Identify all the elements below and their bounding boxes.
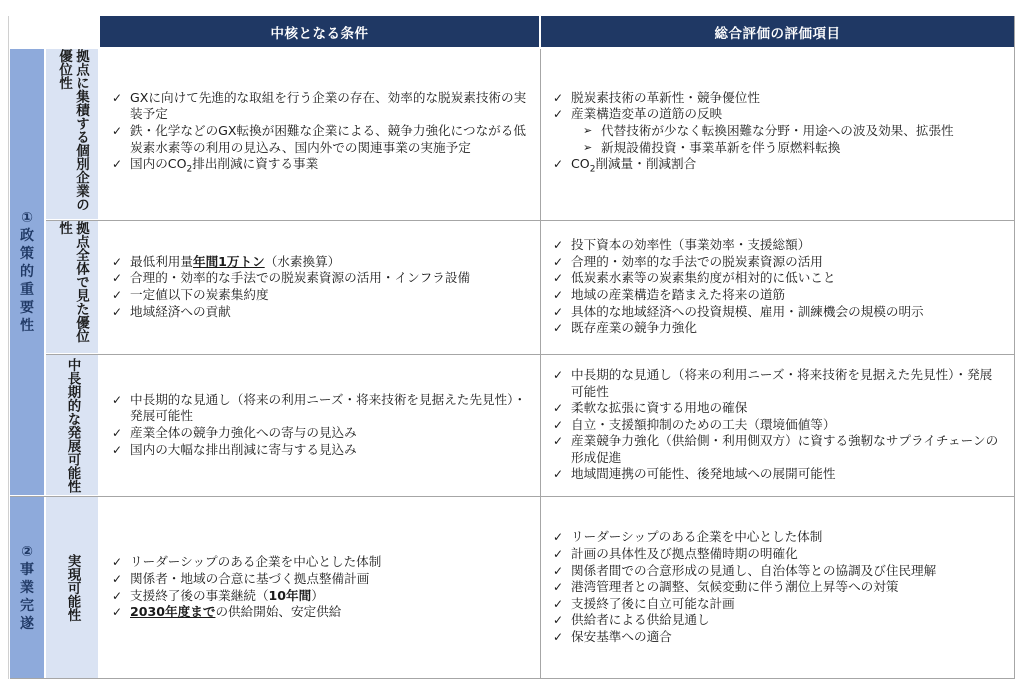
eval-item: ✓ 柔軟な拡張に資する用地の確保 [553,400,1004,417]
conditions-list [112,90,529,178]
row-label-feasibility [46,497,98,678]
eval-item: ✓ 既存産業の競争力強化 [553,320,1004,337]
eval-item: ✓ 計画の具体性及び拠点整備時期の明確化 [553,546,1004,563]
items-cell-row2 [541,221,1014,353]
condition-item: ✓ 国内の$CO_2$排出削減に資する事業 [112,156,529,178]
table-left-border [8,16,9,679]
row-label-text: 拠点全体で見た優位性 [56,221,89,343]
condition-item: ✓ 最低利用量年間1万トン（水素換算） [112,254,529,271]
conditions-cell-row2 [100,221,539,353]
category-project-completion [10,497,44,678]
row-label-individual-advantage [46,49,98,219]
condition-item: ✓ 関係者・地域の合意に基づく拠点整備計画 [112,571,529,588]
items-cell-row1 [541,49,1014,219]
row-label-hub-advantage [46,221,98,353]
category-label: ①政策的重要性 [20,210,34,334]
eval-item: ✓ 中長期的な見通し（将来の利用ニーズ・将来技術を見据えた先見性）・発展可能性 [553,367,1004,400]
condition-item: ✓ 地域経済への貢献 [112,304,529,321]
eval-sub-item: ➢ 新規設備投資・事業革新を伴う原燃料転換 [553,140,1004,157]
items-list [553,529,1004,645]
conditions-list [112,392,529,458]
items-list [553,367,1004,483]
items-cell-row4 [541,497,1014,678]
eval-sub-item: ➢ 代替技術が少なく転換困難な分野・用途への波及効果、拡張性 [553,123,1004,140]
header-evaluation-items: 総合評価の評価項目 [541,16,1014,47]
conditions-cell-row1 [100,49,539,219]
condition-item: ✓ 支援終了後の事業継続（10年間） [112,588,529,605]
column-divider [540,49,541,678]
condition-item: ✓ 中長期的な見通し（将来の利用ニーズ・将来技術を見据えた先見性）・発展可能性 [112,392,529,425]
items-cell-row3 [541,355,1014,495]
category-policy-importance [10,49,44,495]
eval-item: ✓ 地域間連携の可能性、後発地域への展開可能性 [553,466,1004,483]
row-label-long-term-potential [46,355,98,495]
table-right-border [1014,16,1015,679]
eval-item: ✓ 具体的な地域経済への投資規模、雇用・訓練機会の規模の明示 [553,304,1004,321]
eval-item: ✓ 自立・支援額抑制のための工夫（環境価値等） [553,417,1004,434]
eval-item: ✓ 産業構造変革の道筋の反映 [553,106,1004,123]
condition-item: ✓ 2030年度までの供給開始、安定供給 [112,604,529,621]
eval-item: ✓ $CO_2$削減量・削減割合 [553,156,1004,178]
row-divider [10,496,1014,497]
eval-item: ✓ 産業競争力強化（供給側・利用側双方）に資する強靭なサプライチェーンの形成促進 [553,433,1004,466]
eval-item: ✓ 脱炭素技術の革新性・競争優位性 [553,90,1004,107]
conditions-cell-row3 [100,355,539,495]
eval-item: ✓ 支援終了後に自立可能な計画 [553,596,1004,613]
eval-item: ✓ 地域の産業構造を踏まえた将来の道筋 [553,287,1004,304]
condition-item: ✓ 国内の大幅な排出削減に寄与する見込み [112,442,529,459]
items-list [553,90,1004,178]
row-label-text: 中長期的な発展可能性 [64,357,81,493]
eval-item: ✓ 保安基準への適合 [553,629,1004,646]
conditions-cell-row4 [100,497,539,678]
eval-item: ✓ 投下資本の効率性（事業効率・支援総額） [553,237,1004,254]
header-core-conditions: 中核となる条件 [100,16,539,47]
condition-item: ✓ 鉄・化学などのGX転換が困難な企業による、競争力強化につながる低炭素水素等の利用の見込み、国内外での関連事業の実施予定 [112,123,529,156]
category-label: ②事業完遂 [20,543,34,632]
row-label-text: 拠点に集積する個別企業の優位性 [56,49,89,211]
eval-item: ✓ 合理的・効率的な手法での脱炭素資源の活用 [553,254,1004,271]
condition-item: ✓ 産業全体の競争力強化への寄与の見込み [112,425,529,442]
items-list [553,237,1004,337]
eval-item: ✓ 低炭素水素等の炭素集約度が相対的に低いこと [553,270,1004,287]
table-bottom-border [10,678,1014,679]
condition-item: ✓ GXに向けて先進的な取組を行う企業の存在、効率的な脱炭素技術の実装予定 [112,90,529,123]
conditions-list [112,254,529,320]
row-divider [46,220,1014,221]
eval-item: ✓ リーダーシップのある企業を中心とした体制 [553,529,1004,546]
conditions-list [112,554,529,620]
eval-item: ✓ 港湾管理者との調整、気候変動に伴う潮位上昇等への対策 [553,579,1004,596]
condition-item: ✓ リーダーシップのある企業を中心とした体制 [112,554,529,571]
row-label-text: 実現可能性 [64,553,81,622]
row-divider [46,354,1014,355]
eval-item: ✓ 関係者間での合意形成の見通し、自治体等との協調及び住民理解 [553,563,1004,580]
condition-item: ✓ 合理的・効率的な手法での脱炭素資源の活用・インフラ設備 [112,270,529,287]
condition-item: ✓ 一定値以下の炭素集約度 [112,287,529,304]
eval-item: ✓ 供給者による供給見通し [553,612,1004,629]
